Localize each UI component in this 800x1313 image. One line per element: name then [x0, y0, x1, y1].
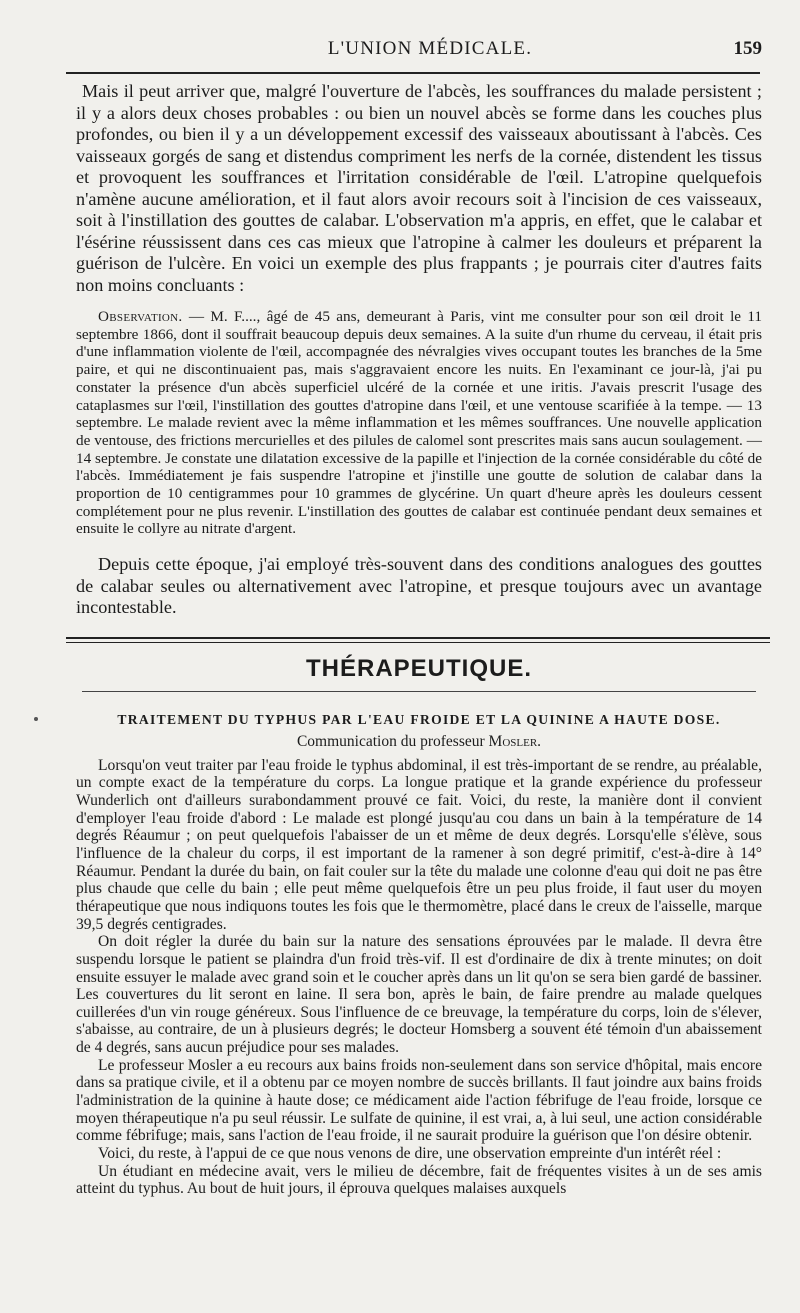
body-paragraph: Lorsqu'on veut traiter par l'eau froide le typhus abdominal, il est très-important de se rendre, au préalable, un compte exact de la température du corps. La longue pratique et la grande expérience du professeur Wunderlich ont d'ailleurs surabondamment prouvé ce fait. Voici, du reste, la manière dont il convient d'employer l'eau froide d'abord : Le malade est plongé jusqu'au cou dans un bain à la température de 14 degrés Réaumur ; on peut quelquefois l'abaisser de un et même de deux degrés. Lorsqu'elle s'élève, sous l'influence de la chaleur du corps, il est important de la ramener à son degré primitif, c'est-à-dire à 14° Réaumur. Pendant la durée du bain, on fait couler sur la tête du malade une colonne d'eau qui doit ne pas être plus chaude que celle du bain ; elle peut même quelquefois être un peu plus froide, il faut user du moyen thérapeutique que nous indiquons toutes les fois que le thermomètre, placé dans le creux de l'aisselle, marque 39,5 degrés centigrades.	[76, 756, 762, 933]
section-title: THÉRAPEUTIQUE.	[305, 654, 532, 682]
communication-line	[76, 733, 762, 751]
text-column	[76, 81, 762, 1198]
running-head	[78, 38, 762, 68]
observation-paragraph	[76, 308, 762, 538]
observation-text: — M. F...., âgé de 45 ans, demeurant à Paris, vint me consulter pour son œil droit le 11 septembre 1866, dont il souffrait beaucoup depuis deux semaines. A la suite d'un rhume du cerveau, il était pris d'une inflammation violente de l'œil, accompagnée des névralgies vives occupant toutes les branches de la 5me paire, et qui ne discontinuaient pas, mais s'aggravaient encore les nuits. En l'examinant ce jour-là, j'ai pu constater la présence d'un abcès superficiel ulcéré de la cornée et une iritis. J'avais prescrit l'usage des cataplasmes sur l'œil, l'instillation des gouttes d'atropine dans l'œil, et une ventouse scarifiée à la tempe. — 13 septembre. Le malade revient avec la même inflammation et les mêmes souffrances. Une nouvelle application de ventouse, des frictions mercurielles et des pilules de calomel sont prescrites mais sans aucun soulagement. — 14 septembre. Je constate une dilatation excessive de la papille et l'injection de la cornée considérable du côté de l'abcès. Immédiatement je fais suspendre l'atropine et j'instille une goutte de solution de calabar dans la proportion de 10 centigrammes pour 10 grammes de glycérine. Un quart d'heure après les douleurs cessent complétement pour ne plus revenir. L'instillation des gouttes de calabar est continuée pendant deux semaines et ensuite le collyre au nitrate d'argent.	[76, 308, 762, 538]
closing-paragraph: Depuis cette époque, j'ai employé très-souvent dans des conditions analogues des gouttes de calabar seules ou alternativement avec l'atropine, et presque toujours avec un avantage incontestable.	[76, 554, 762, 618]
body-paragraph: Un étudiant en médecine avait, vers le milieu de décembre, fait de fréquentes visites à un de ses amis atteint du typhus. Au bout de huit jours, il éprouva quelques malaises auxquels	[76, 1162, 762, 1198]
margin-mark	[34, 717, 38, 721]
body-paragraph: Voici, du reste, à l'appui de ce que nous venons de dire, une observation empreinte d'un intérêt réel :	[98, 1145, 722, 1163]
intro-paragraph: Mais il peut arriver que, malgré l'ouverture de l'abcès, les souffrances du malade persistent ; il y a alors deux choses probables : ou bien un nouvel abcès se forme dans les couches plus profondes, ou bien il y a un développement excessif des vaisseaux aboutissant à l'abcès. Ces vaisseaux gorgés de sang et distendus compriment les nerfs de la cornée, distendent les tissus et provoquent les souffrances et l'irritation considérable de l'œil. L'atropine quelquefois n'amène aucune amélioration, et il faut alors avoir recours soit à l'incision de ces vaisseaux, soit à l'instillation des gouttes de calabar. L'observation m'a appris, en effet, que le calabar et l'ésérine réussissent dans ces cas mieux que l'atropine à calmer les douleurs et préparent la guérison de l'ulcère. En voici un exemple des plus frappants ; je pourrais citer d'autres faits non moins concluants :	[76, 81, 762, 295]
communication-prefix: Communication du professeur	[296, 732, 489, 750]
observation-label: Observation.	[98, 308, 183, 325]
body-paragraph: On doit régler la durée du bain sur la nature des sensations éprouvées par le malade. Il devra être suspendu lorsque le patient se plaindra d'un froid très-vif. Il est d'ordinaire de dix à trente minutes; on doit ensuite essuyer le malade avec grand soin et le coucher après dans un lit qu'on se sera bien gardé de bassiner. Les couvertures du lit seront en laine. Il sera bon, après le bain, de faire prendre au malade quelques cuillerées d'un vin rouge généreux. Sous l'influence de ce breuvage, la température du corps, loin de s'élever, s'abaisse, au contraire, de un à plusieurs degrés; le docteur Homsberg a souvent été témoin d'un abaissement de 4 degrés, sans aucun préjudice pour ses malades.	[76, 933, 762, 1057]
communication-author: Mosler.	[488, 732, 542, 750]
section-divider	[66, 637, 770, 643]
body-paragraph: Le professeur Mosler a eu recours aux bains froids non-seulement dans son service d'hôpital, mais encore dans sa pratique civile, et il a obtenu par ce moyen nombre de succès brillants. Il faut joindre aux bains froids l'administration de la quinine à haute dose; ce médicament aide l'action fébrifuge de l'eau froide, lorsque ce moyen thérapeutique n'a pu seul réussir. Le sulfate de quinine, il est vrai, a, à lui seul, une action considérable comme fébrifuge; mais, sans l'action de l'eau froide, il ne saurait produire la guérison que l'on désire obtenir.	[76, 1056, 762, 1145]
header-rule	[66, 72, 760, 74]
article-title: TRAITEMENT DU TYPHUS PAR L'EAU FROIDE ET LA QUININE A HAUTE DOSE.	[117, 711, 721, 727]
title-rule	[82, 691, 756, 692]
running-title: L'UNION MÉDICALE.	[327, 38, 533, 59]
page-number: 159	[733, 38, 762, 59]
